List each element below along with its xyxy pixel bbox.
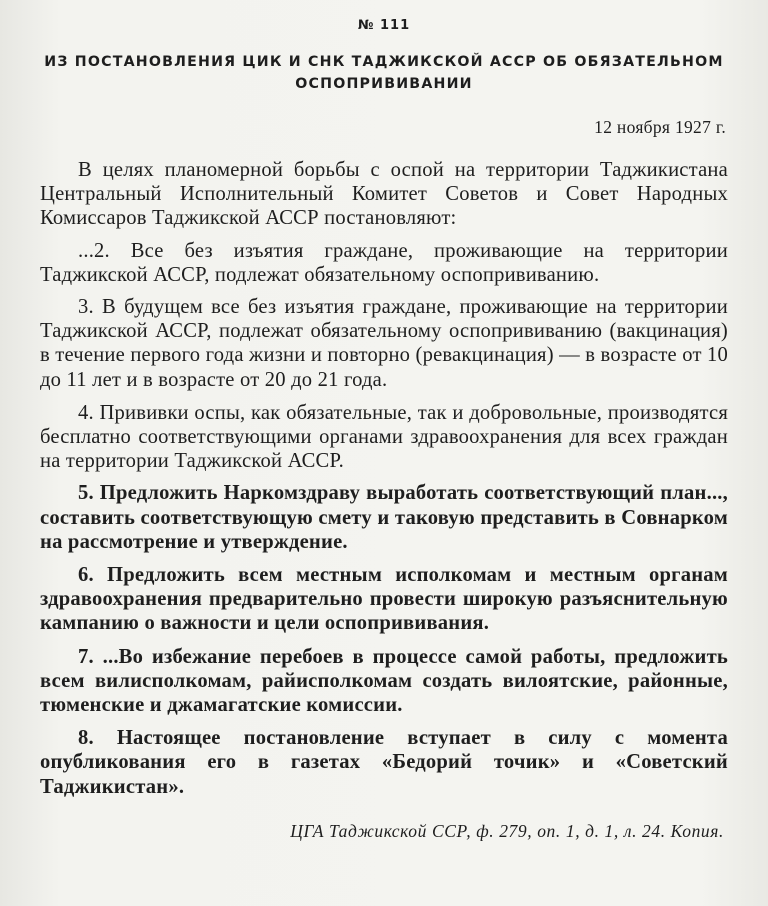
paragraph-3: 3. В будущем все без изъятия граждане, проживающие на территории Таджикской АССР, подлежат обязательному оспопрививанию (вакцинация) в течение первого года жизни и повторно (ревакцинация) — в возрасте от 10 до 11 лет и в возрасте от 20 до 21 года. [40,296,728,391]
document-number: № 111 [357,18,411,33]
paragraph-2: ...2. Все без изъятия граждане, проживающие на территории Таджикской АССР, подлежат обязательному оспопрививанию. [40,239,728,286]
paragraph-intro: В целях планомерной борьбы с оспой на территории Таджикистана Центральный Исполнительный Комитет Советов и Совет Народных Комиссаров Таджикской АССР постановляют: [40,159,728,230]
document-date: 12 ноября 1927 г. [594,117,726,137]
archive-source-note: ЦГА Таджикской ССР, ф. 279, оп. 1, д. 1, л. 24. Копия. [290,820,724,841]
paragraph-4: 4. Прививки оспы, как обязательные, так и добровольные, производятся бесплатно соответствующими органами здравоохранения для всех граждан на территории Таджикской АССР. [40,401,728,473]
paragraph-7: 7. ...Во избежание перебоев в процессе самой работы, предложить всем вилисполкомам, райисполкомам создать вилоятские, районные, тюменские и джамагатские комиссии. [40,645,728,717]
paragraph-5: 5. Предложить Наркомздраву выработать соответствующий план..., составить соответствующую смету и таковую представить в Совнарком на рассмотрение и утверждение. [40,482,728,553]
document-title: ИЗ ПОСТАНОВЛЕНИЯ ЦИК И СНК ТАДЖИКСКОЙ АССР ОБ ОБЯЗАТЕЛЬНОМ ОСПОПРИВИВАНИИ [44,54,724,92]
paragraph-6: 6. Предложить всем местным исполкомам и местным органам здравоохранения предварительно провести широкую разъяснительную кампанию о важности и цели оспопрививания. [40,564,728,635]
paragraph-8: 8. Настоящее постановление вступает в силу с момента опубликования его в газетах «Бедорий точик» и «Советский Таджикистан». [40,727,728,798]
